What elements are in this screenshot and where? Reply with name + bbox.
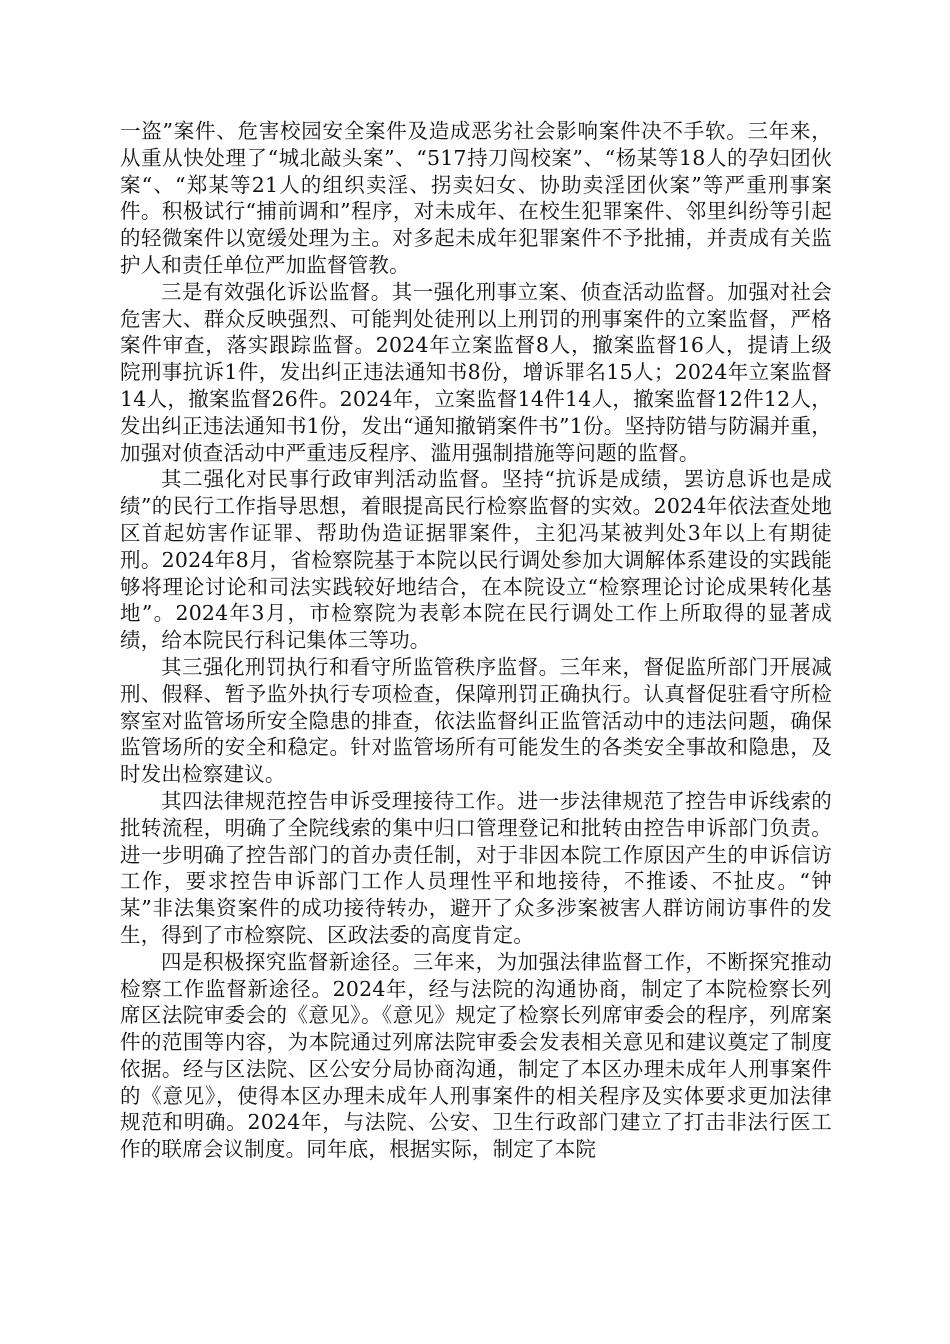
paragraph-6: 四是积极探究监督新途径。三年来，为加强法律监督工作，不断探究推动检察工作监督新途径。2024年，经与法院的沟通协商，制定了本院检察长列席区法院审委会的《意见》。《意见》规定了检察长列席审委会的程序，列席案件的范围等内容，为本院通过列席法院审委会发表相关意见和建议奠定了制度依据。经与区法院、区公安分局协商沟通，制定了本区办理未成年人刑事案件的《意见》，使得本区办理未成年人刑事案件的相关程序及实体要求更加法律规范和明确。2024年，与法院、公安、卫生行政部门建立了打击非法行医工作的联席会议制度。同年底，根据实际，制定了本院 — [120, 949, 832, 1162]
paragraph-2: 三是有效强化诉讼监督。其一强化刑事立案、侦查活动监督。加强对社会危害大、群众反映强烈、可能判处徒刑以上刑罚的刑事案件的立案监督，严格案件审查，落实跟踪监督。2024年立案监督8人，撤案监督16人，提请上级院刑事抗诉1件，发出纠正违法通知书8份，增诉罪名15人；2024年立案监督14人，撤案监督26件。2024年，立案监督14件14人，撤案监督12件12人，发出纠正违法通知书1份，发出“通知撤销案件书”1份。坚持防错与防漏并重，加强对侦查活动中严重违反程序、滥用强制措施等问题的监督。 — [120, 279, 832, 465]
paragraph-3: 其二强化对民事行政审判活动监督。坚持“抗诉是成绩，罢访息诉也是成绩”的民行工作指导思想，着眼提高民行检察监督的实效。2024年依法查处地区首起妨害作证罪、帮助伪造证据罪案件，主犯冯某被判处3年以上有期徒刑。2024年8月，省检察院基于本院以民行调处参加大调解体系建设的实践能够将理论讨论和司法实践较好地结合，在本院设立“检察理论讨论成果转化基地”。2024年3月，市检察院为表彰本院在民行调处工作上所取得的显著成绩，给本院民行科记集体三等功。 — [120, 467, 832, 653]
paragraph-1: 一盗”案件、危害校园安全案件及造成恶劣社会影响案件决不手软。三年来，从重从快处理了“城北敲头案”、“517持刀闯校案”、“杨某等18人的孕妇团伙案“、“郑某等21人的组织卖淫、拐卖妇女、协助卖淫团伙案”等严重刑事案件。积极试行“捕前调和”程序，对未成年、在校生犯罪案件、邻里纠纷等引起的轻微案件以宽缓处理为主。对多起未成年犯罪案件不予批捕，并责成有关监护人和责任单位严加监督管教。 — [120, 119, 832, 277]
paragraph-4: 其三强化刑罚执行和看守所监管秩序监督。三年来，督促监所部门开展减刑、假释、暂予监外执行专项检查，保障刑罚正确执行。认真督促驻看守所检察室对监管场所安全隐患的排查，依法监督纠正监管活动中的违法问题，确保监管场所的安全和稳定。针对监管场所有可能发生的各类安全事故和隐患，及时发出检察建议。 — [120, 654, 832, 787]
paragraph-5: 其四法律规范控告申诉受理接待工作。进一步法律规范了控告申诉线索的批转流程，明确了全院线索的集中归口管理登记和批转由控告申诉部门负责。进一步明确了控告部门的首办责任制，对于非因本院工作原因产生的申诉信访工作，要求控告申诉部门工作人员理性平和地接待，不推诿、不扯皮。“钟某”非法集资案件的成功接待转办，避开了众多涉案被害人群访闹访事件的发生，得到了市检察院、区政法委的高度肯定。 — [120, 788, 832, 947]
document-body — [120, 118, 832, 1163]
